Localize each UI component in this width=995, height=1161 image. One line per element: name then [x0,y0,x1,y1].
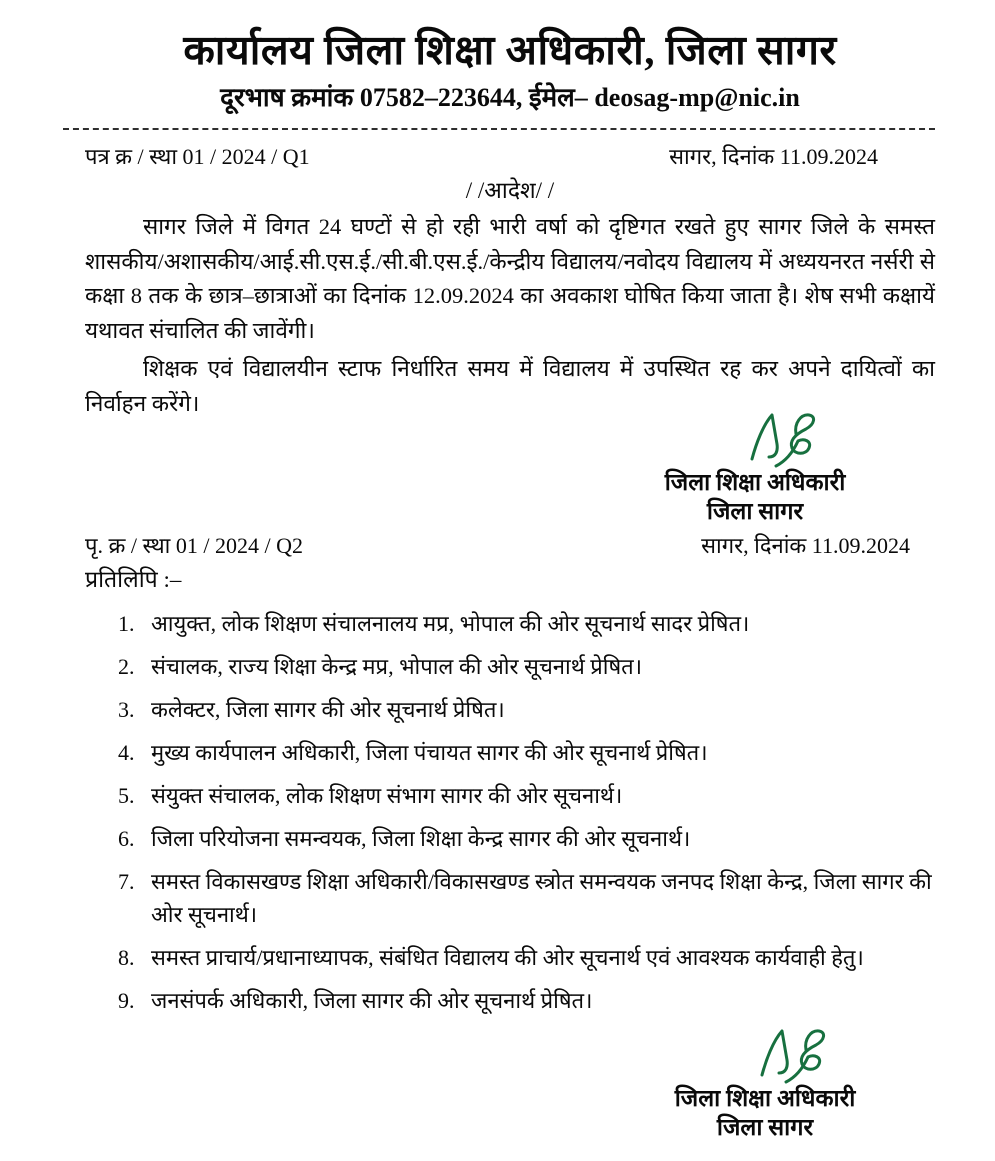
copy-list-item [118,984,935,1017]
copy-item-number: 1. [118,611,135,636]
copy-item-number: 5. [118,783,135,808]
place-date-1: सागर, दिनांक 11.09.2024 [669,144,878,169]
copy-item-text: आयुक्त, लोक शिक्षण संचालनालय मप्र, भोपाल की ओर सूचनार्थ सादर प्रेषित। [151,611,750,636]
copy-item-number: 6. [118,826,135,851]
signature-block-2 [640,1027,890,1143]
copy-item-number: 4. [118,740,135,765]
signature-stroke [762,1031,787,1075]
copy-list-item [118,941,935,974]
signatory-designation-1: जिला शिक्षा अधिकारी [664,470,846,496]
signatory-district-2: जिला सागर [716,1115,814,1141]
signatory-district-1: जिला सागर [706,499,804,525]
copy-item-text: मुख्य कार्यपालन अधिकारी, जिला पंचायत सागर की ओर सूचनार्थ प्रेषित। [151,740,708,765]
email-address: deosag-mp@nic.in [594,83,800,112]
order-heading: / /आदेश/ / [465,178,555,203]
copy-item-text: संयुक्त संचालक, लोक शिक्षण संभाग सागर की ओर सूचनार्थ। [151,783,623,808]
copy-section-heading: प्रतिलिपि :– [85,567,182,592]
copy-item-text: जनसंपर्क अधिकारी, जिला सागर की ओर सूचनार्थ प्रेषित। [151,988,593,1013]
copy-list-item [118,607,935,640]
copy-list-item [118,865,935,931]
signature-block-1 [630,411,880,527]
copy-list-item [118,822,935,855]
copy-list-item [118,736,935,769]
copy-item-text: समस्त विकासखण्ड शिक्षा अधिकारी/विकासखण्ड स्त्रोत समन्वयक जनपद शिक्षा केन्द्र, जिला सागर की ओर सूचनार्थ। [151,869,932,927]
reference-row-2 [85,531,935,561]
copy-list-item [118,693,935,726]
copy-item-number: 8. [118,945,135,970]
copy-list-item [118,650,935,683]
office-title: कार्यालय जिला शिक्षा अधिकारी, जिला सागर [183,27,837,73]
signature-stroke [786,1031,824,1082]
letter-number-2: पृ. क्र / स्था 01 / 2024 / Q2 [85,533,303,558]
copy-item-number: 7. [118,869,135,894]
handwritten-signature-icon [756,1027,834,1085]
handwritten-signature-icon [746,411,824,469]
signature-stroke [752,415,777,459]
reference-row-1 [85,142,935,172]
copy-item-text: संचालक, राज्य शिक्षा केन्द्र मप्र, भोपाल की ओर सूचनार्थ प्रेषित। [151,654,643,679]
header-separator-line [63,128,935,130]
signature-stroke [776,415,814,466]
place-date-2: सागर, दिनांक 11.09.2024 [701,533,910,558]
copy-item-text: कलेक्टर, जिला सागर की ओर सूचनार्थ प्रेषित। [151,697,505,722]
copy-item-text: समस्त प्राचार्य/प्रधानाध्यापक, संबंधित विद्यालय की ओर सूचनार्थ एवं आवश्यक कार्यवाही हेतु। [151,945,864,970]
copy-item-number: 2. [118,654,135,679]
contact-line [85,80,935,116]
signatory-designation-2: जिला शिक्षा अधिकारी [674,1086,856,1112]
copy-list-item [118,779,935,812]
copy-item-text: जिला परियोजना समन्वयक, जिला शिक्षा केन्द्र सागर की ओर सूचनार्थ। [151,826,691,851]
body-paragraph-1: सागर जिले में विगत 24 घण्टों से हो रही भारी वर्षा को दृष्टिगत रखते हुए सागर जिले के समस्त शासकीय/अशासकीय/आई.सी.एस.ई./सी.बी.एस.ई./केन्द्रीय विद्यालय/नवोदय विद्यालय में अध्ययनरत नर्सरी से कक्षा 8 तक के छात्र–छात्राओं का दिनांक 12.09.2024 का अवकाश घोषित किया जाता है। शेष सभी कक्षायें यथावत संचालित की जावेंगी। [85,214,935,343]
copy-item-number: 9. [118,988,135,1013]
body-paragraph-2: शिक्षक एवं विद्यालयीन स्टाफ निर्धारित समय में विद्यालय में उपस्थित रह कर अपने दायित्वों का निर्वाहन करेंगे। [85,356,935,416]
copy-item-number: 3. [118,697,135,722]
letter-number-1: पत्र क्र / स्था 01 / 2024 / Q1 [85,144,310,169]
phone-and-email-label: दूरभाष क्रमांक 07582–223644, ईमेल– [220,83,588,112]
copy-list [85,607,935,1017]
